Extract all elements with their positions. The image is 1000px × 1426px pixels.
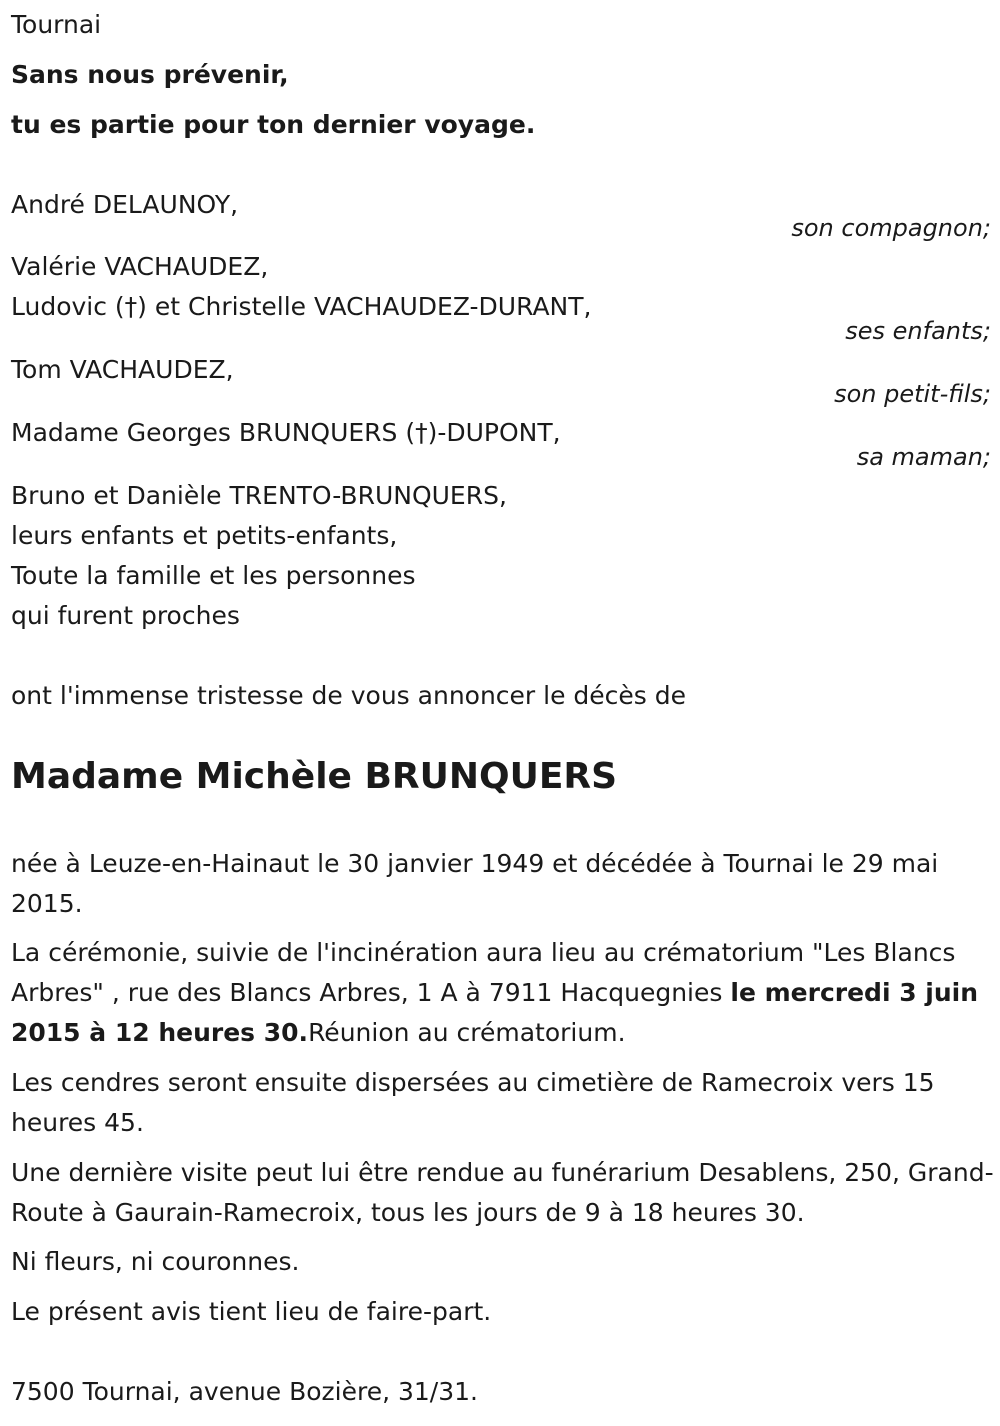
ashes-paragraph: Les cendres seront ensuite dispersées au cimetière de Ramecroix vers 15 heures 45.: [11, 1068, 935, 1137]
visit-paragraph: Une dernière visite peut lui être rendue au funérarium Desablens, 250, Grand-Route à Gaurain-Ramecroix, tous les jours de 9 à 18 heures 30.: [11, 1158, 994, 1227]
family-role: son compagnon;: [791, 214, 991, 242]
family-role: son petit-fils;: [834, 380, 991, 408]
family-member: leurs enfants et petits-enfants,: [11, 521, 398, 550]
deceased-name: Madame Michèle BRUNQUERS: [11, 756, 618, 797]
family-member: Tom VACHAUDEZ,: [11, 355, 234, 384]
ceremony-after: Réunion au crématorium.: [308, 1018, 626, 1047]
address: 7500 Tournai, avenue Bozière, 31/31.: [11, 1377, 478, 1406]
verse-line-1: Sans nous prévenir,: [11, 60, 289, 89]
family-member: Valérie VACHAUDEZ,: [11, 252, 269, 281]
verse-line-2: tu es partie pour ton dernier voyage.: [11, 110, 536, 139]
announcement-text: ont l'immense tristesse de vous annoncer le décès de: [11, 681, 687, 710]
family-member: Bruno et Danièle TRENTO-BRUNQUERS,: [11, 481, 507, 510]
family-member: qui furent proches: [11, 601, 240, 630]
family-member: Ludovic (†) et Christelle VACHAUDEZ-DURANT,: [11, 292, 592, 321]
family-role: sa maman;: [856, 443, 991, 471]
ceremony-date: le mercredi 3 juin 2015 à 12 heures 30.: [11, 978, 979, 1047]
birth-death-paragraph: née à Leuze-en-Hainaut le 30 janvier 1949 et décédée à Tournai le 29 mai 2015.: [11, 849, 939, 918]
ceremony-paragraph: [11, 933, 996, 1053]
family-member: André DELAUNOY,: [11, 190, 239, 219]
flowers-paragraph: Ni fleurs, ni couronnes.: [11, 1247, 300, 1276]
ceremony-intro: La cérémonie, suivie de l'incinération aura lieu au crématorium "Les Blancs Arbres" , rue des Blancs Arbres, 1 A à 7911 Hacquegnies: [11, 938, 956, 1007]
family-member: Madame Georges BRUNQUERS (†)-DUPONT,: [11, 418, 561, 447]
city-heading: Tournai: [11, 10, 102, 39]
family-member: Toute la famille et les personnes: [11, 561, 416, 590]
notice-paragraph: Le présent avis tient lieu de faire-part.: [11, 1297, 492, 1326]
family-role: ses enfants;: [845, 317, 991, 345]
